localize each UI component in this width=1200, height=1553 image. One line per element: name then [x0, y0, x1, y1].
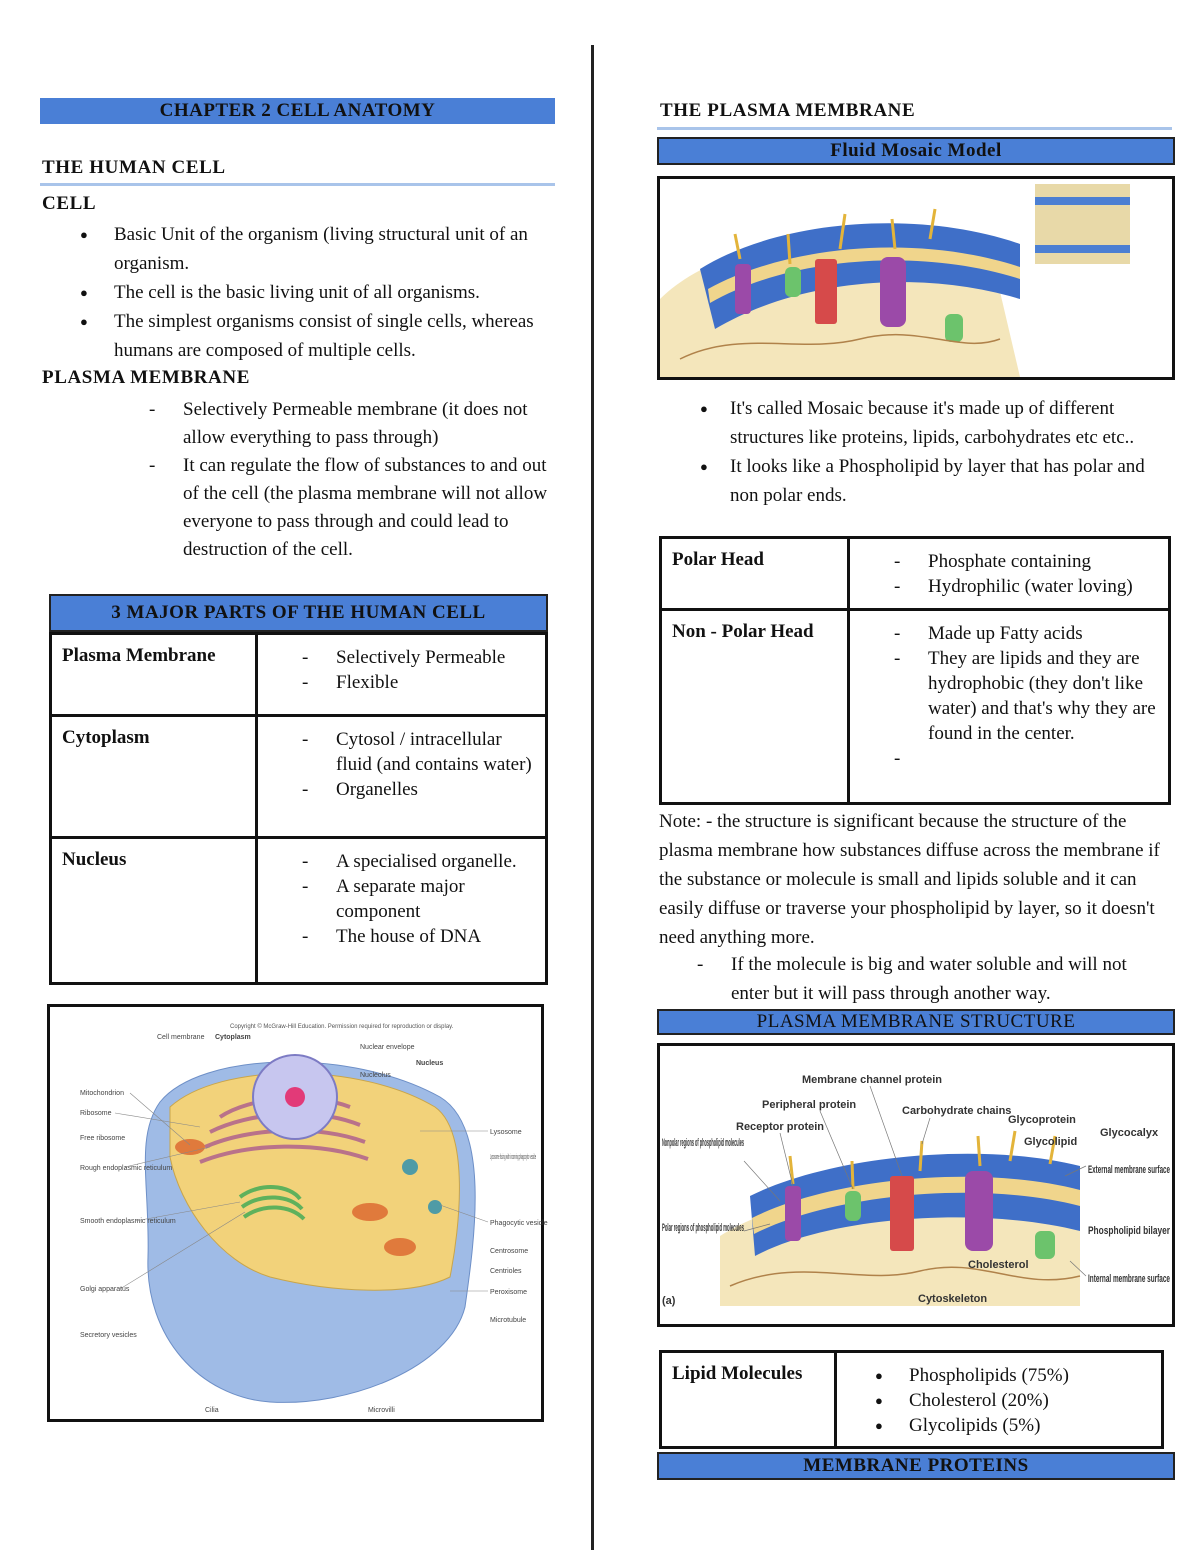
list-item: - Selectively Permeable [302, 645, 535, 670]
table-row [661, 538, 1170, 610]
protein-shape [945, 314, 963, 342]
list-item: - Made up Fatty acids [894, 621, 1158, 646]
glycoprotein-shape [965, 1171, 993, 1251]
list-item: ● Glycolipids (5%) [837, 1413, 1151, 1438]
membrane-structure-banner: PLASMA MEMBRANE STRUCTURE [657, 1009, 1175, 1035]
heading-underline [40, 183, 555, 186]
list-item [894, 746, 1158, 771]
table-row [661, 610, 1170, 804]
label-golgi: Golgi apparatus [80, 1286, 130, 1293]
list-item: - Hydrophilic (water loving) [894, 574, 1158, 599]
plasma-dash-list [149, 396, 549, 564]
column-divider [591, 45, 594, 1550]
label-phospholipid-bilayer: Phospholipid bilayer [1088, 1225, 1171, 1237]
protein-shape [735, 264, 751, 314]
mosaic-bullet-list [662, 394, 1172, 510]
label-nonpolar-regions: Nonpolar regions of phospholipid molecules [662, 1137, 744, 1149]
row-values [257, 634, 547, 716]
channel-protein-shape [815, 259, 837, 324]
label-nucleolus: Nucleolus [360, 1072, 391, 1079]
label-cilia: Cilia [205, 1407, 219, 1414]
label-channel-protein: Membrane channel protein [802, 1074, 942, 1086]
list-item: - Phosphate containing [894, 549, 1158, 574]
label-glycolipid: Glycolipid [1024, 1136, 1078, 1148]
list-item: ● Cholesterol (20%) [837, 1388, 1151, 1413]
right-labels [490, 1129, 548, 1324]
list-item: - Cytosol / intracellular fluid (and contains water) [302, 727, 535, 777]
label-lysosome-fusing: Lysosome fusing with incoming phagocytic vesicle [490, 1154, 537, 1161]
chapter-title-banner: CHAPTER 2 CELL ANATOMY [40, 98, 555, 124]
label-internal-surface: Internal membrane surface [1088, 1273, 1170, 1285]
membrane-structure-svg [660, 1046, 1172, 1324]
label-microtubule: Microtubule [490, 1317, 527, 1324]
list-item: - A specialised organelle. [302, 849, 535, 874]
lipid-table [659, 1350, 1164, 1449]
fluid-mosaic-svg [660, 179, 1172, 377]
row-label: Nucleus [51, 838, 257, 984]
cell-bullet-list [42, 220, 562, 365]
fluid-mosaic-figure [657, 176, 1175, 380]
label-external-surface: External membrane surface [1088, 1164, 1170, 1176]
list-item: - They are lipids and they are hydrophobic (they don't like water) and that's why they are found in the center. [894, 646, 1158, 746]
label-free-ribosome: Free ribosome [80, 1135, 126, 1142]
label-polar-regions: Polar regions of phospholipid molecules [662, 1222, 744, 1234]
human-cell-heading: THE HUMAN CELL [42, 157, 226, 178]
label-centrioles: Centrioles [490, 1268, 522, 1275]
peripheral-protein-shape [845, 1191, 861, 1221]
list-item: ● It looks like a Phospholipid by layer that has polar and non polar ends. [662, 452, 1172, 510]
table-row [51, 838, 547, 984]
list-item: - Organelles [302, 777, 535, 802]
row-values [257, 716, 547, 838]
label-glycoprotein: Glycoprotein [1008, 1114, 1076, 1126]
label-phagocytic-vesicle: Phagocytic vesicle [490, 1220, 548, 1227]
list-item: - Selectively Permeable membrane (it does not allow everything to pass through) [149, 396, 549, 452]
note-dash-list [697, 950, 1167, 1008]
label-lysosome: Lysosome [490, 1129, 522, 1136]
label-mitochondrion: Mitochondrion [80, 1090, 124, 1097]
membrane-proteins-banner: MEMBRANE PROTEINS [657, 1452, 1175, 1480]
heading-underline [657, 127, 1172, 130]
row-label: Plasma Membrane [51, 634, 257, 716]
mitochondrion-shape [352, 1203, 388, 1221]
list-item: - It can regulate the flow of substances to and out of the cell (the plasma membrane will not allow everyone to pass through and could lead to destruction of the cell. [149, 452, 549, 564]
cell-heading: CELL [42, 193, 97, 214]
row-label: Polar Head [661, 538, 849, 610]
mitochondrion-shape [384, 1238, 416, 1256]
row-values [836, 1352, 1163, 1448]
channel-protein-shape [890, 1176, 914, 1251]
fluid-mosaic-banner: Fluid Mosaic Model [657, 137, 1175, 165]
nucleolus-shape [285, 1087, 305, 1107]
list-item: ● Phospholipids (75%) [837, 1363, 1151, 1388]
label-nucleus: Nucleus [416, 1060, 444, 1067]
label-cytoplasm: Cytoplasm [215, 1034, 251, 1041]
head-table [659, 536, 1171, 805]
label-receptor-protein: Receptor protein [736, 1121, 825, 1133]
row-label: Cytoplasm [51, 716, 257, 838]
list-item: - Flexible [302, 670, 535, 695]
protein-shape [880, 257, 906, 327]
row-label: Non - Polar Head [661, 610, 849, 804]
lysosome-shape [402, 1159, 418, 1175]
label-secretory-vesicles: Secretory vesicles [80, 1332, 137, 1339]
label-centrosome: Centrosome [490, 1248, 529, 1255]
label-smooth-er: Smooth endoplasmic reticulum [80, 1218, 176, 1225]
row-values [257, 838, 547, 984]
label-cholesterol: Cholesterol [968, 1259, 1029, 1271]
list-item: ● The simplest organisms consist of single cells, whereas humans are composed of multiple cells. [42, 307, 562, 365]
table-row [51, 716, 547, 838]
figure-copyright: Copyright © McGraw-Hill Education. Permission required for reproduction or display. [230, 1024, 454, 1030]
label-nuclear-envelope: Nuclear envelope [360, 1044, 415, 1051]
list-item: ● Basic Unit of the organism (living structural unit of an organism. [42, 220, 562, 278]
list-item: - A separate major component [302, 874, 535, 924]
inset-heads [1035, 197, 1130, 205]
label-peroxisome: Peroxisome [490, 1289, 527, 1296]
major-parts-banner: 3 MAJOR PARTS OF THE HUMAN CELL [49, 594, 548, 632]
row-label: Lipid Molecules [661, 1352, 836, 1448]
bottom-labels [205, 1407, 395, 1414]
receptor-protein-shape [785, 1186, 801, 1241]
row-values [849, 538, 1170, 610]
label-figure-part: (a) [662, 1295, 676, 1307]
label-peripheral-protein: Peripheral protein [762, 1099, 857, 1111]
major-parts-table [49, 632, 548, 985]
membrane-structure-figure [657, 1043, 1175, 1327]
cell-diagram-svg [50, 1007, 548, 1419]
plasma-membrane-section-heading: THE PLASMA MEMBRANE [660, 100, 916, 121]
label-glycocalyx: Glycocalyx [1100, 1127, 1159, 1139]
mitochondrion-shape [175, 1139, 205, 1155]
list-item: ● The cell is the basic living unit of all organisms. [42, 278, 562, 307]
label-cytoskeleton: Cytoskeleton [918, 1293, 988, 1305]
label-microvilli: Microvilli [368, 1407, 395, 1414]
plasma-membrane-heading: PLASMA MEMBRANE [42, 367, 250, 388]
label-cell-membrane: Cell membrane [157, 1034, 205, 1041]
note-paragraph: Note: - the structure is significant because the structure of the plasma membrane how substances diffuse across the membrane if the substance or molecule is small and lipids soluble and it can easily diffuse or traverse your phospholipid by layer, so it doesn't need anything more. [659, 811, 1160, 948]
label-ribosome: Ribosome [80, 1110, 112, 1117]
table-row [661, 1352, 1163, 1448]
protein-shape [1035, 1231, 1055, 1259]
list-item: - If the molecule is big and water soluble and will not enter but it will pass through another way. [697, 950, 1167, 1008]
label-rough-er: Rough endoplasmic reticulum [80, 1165, 173, 1172]
inset-heads [1035, 245, 1130, 253]
label-carbohydrate-chains: Carbohydrate chains [902, 1105, 1012, 1117]
cell-diagram-figure [47, 1004, 548, 1422]
row-values [849, 610, 1170, 804]
protein-shape [785, 267, 801, 297]
list-item: ● It's called Mosaic because it's made up of different structures like proteins, lipids, carbohydrates etc etc.. [662, 394, 1172, 452]
vesicle-shape [428, 1200, 442, 1214]
table-row [51, 634, 547, 716]
list-item: - The house of DNA [302, 924, 535, 949]
